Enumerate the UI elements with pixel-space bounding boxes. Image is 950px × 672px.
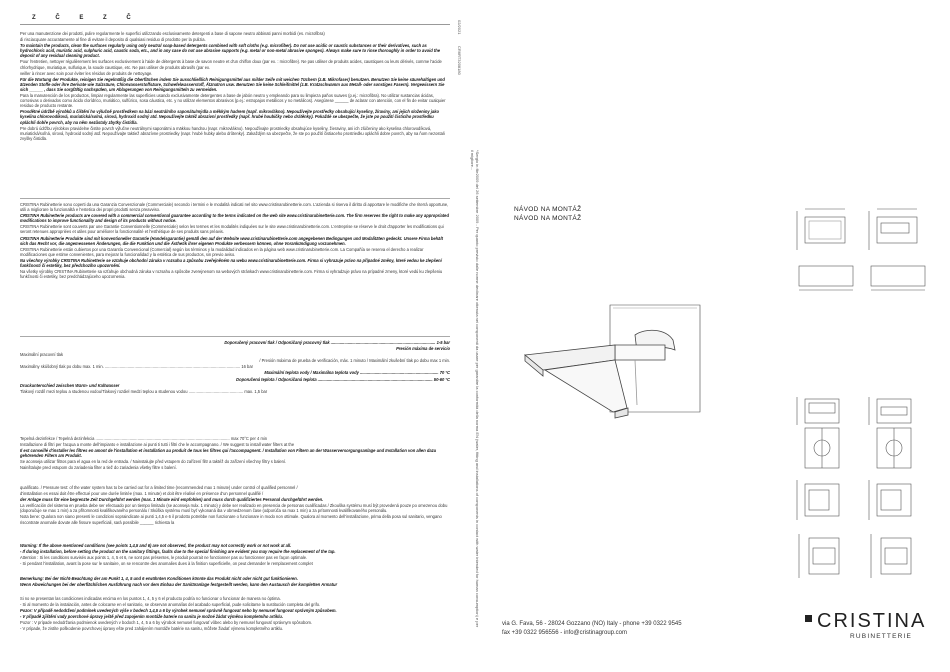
paragraph: - Si al momento de la instalación, antes de colocarse en el sanitario, se observan anomalías del acabado superficial, pude solicitarse la sustitución completa del grifo.: [20, 602, 321, 608]
language-letters: Z Č E Z Č: [32, 15, 140, 21]
paragraph: Pour l'entretien, nettoyer régulièrement les surfaces exclusivement à l'aide de détergents à base de savon neutre et d'un chiffon doux (par ex. : microfibre). Ne pas utiliser de produits acides, caustiques ou leurs dérivés, comme l'acide chlorhydrique, muriatique, sulfurique, la soude caustique, etc. Ne pas utiliser de produits abrasifs (par ex.: [20, 59, 442, 70]
paragraph: Presión máxima de servicio: [396, 346, 450, 352]
paragraph: - V případě zjištění vady povrchové úpravy ještě před zapojením montáže baterie na sanitu je možné žádat výměnu kompletního artiklu.: [20, 614, 283, 620]
side-part-code: CR6RT3208180: [457, 46, 462, 75]
paragraph: Il est conseillé d'installer les filtres en amont de l'installation et installation au produit de tous les filtres qui l'accompagnent. / Installation von Filtern an der Wasserversorgungsanlage und Installation von allen dazu gehörenden Filtern am Produkt.: [20, 448, 437, 459]
paragraph: Na všetky výrobky CRISTINA Rubinetterie sa vzťahuje obchodná záruka v rozsahu a spôsobe zverejnenom na webových stránkach www.cristinarubinetterie.com. Firma si vyhradzuje právo na prípadné zmeny, ktoré vedú ku zlepšeniu funkčnosti či estetiky, bez predchádzajúceho upozornenia.: [20, 269, 443, 280]
paragraph: Für die Wartung der Produkte, reinigen Sie regelmäßig die Oberflächen indem Sie ausschließlich Reinigungsmittel aus milder Seife mit weichen Tüchern (z.B. Mikrofaser) benutzen. Benutzen Sie keine säurehaltigen und ätzenden Stoffe oder ihre Derivate wie Salzsäure, Chlorwasserstoffsäure, Schwefelwasserstoff, Ätznatron usw. Benutzen Sie keine Schleifmittel (z.B. Kratzschwamm aus Metall- oder sonstiges Fasern). Vergewissern Sie sich ______ , dass Sie sorgfältig nachspülen, um Ablagerungen von Reinigungsmitteln zu vermeiden.: [20, 76, 445, 92]
side-note: *Sergio in file2009 del 26 settembre 2009 - Per quanto previsto dalle norme declinare ottenuta nei componenti da usare per garantire la conformità della norma EN (water, fitting and installations of components in contact with water intended for human consumption) e per il migliore...: [470, 150, 480, 628]
brand-logo: CRISTINA: [817, 610, 927, 632]
warning-notes-de: [20, 576, 450, 588]
paragraph: To maintain the products, clean the surfaces regularly using only neutral soap-based detergents combined with soft cloths (e.g. microfiber). Do not use acidic or caustic substances or their derivatives, such as hydrochloric acid, muriatic acid, sulphuric acid, caustic soda, etc., and in any case do not use abrasive supports (e.g. metal or non-metal abrasive sponges). Always make sure to rinse thoroughly in order to avoid the deposit of any residual cleaning product.: [20, 43, 441, 59]
paragraph: Para la manutención de los productos, limpiar regularmente las superficies usando exclusivamente detergentes a base de jabón neutro y empleando para su limpieza paños suaves (p.ej.: microfibra). No utilizar sustancias ácidas, corrosivas o derivados como ácido clorídrico, muriático, sulfúrico, sosa cáustica, etc. y no utilizar elementos abrasivos (p.ej.: estropajos metálicos y no metálicos). Asegúrese ______ de aclarar con atención, con el fin de evitar cualquier residuo de producto restante.: [20, 93, 446, 109]
paragraph: Maximálny skúšobný tlak po dobu max. 1 min. ....................................................................................................................... 16 bar: [20, 364, 253, 370]
paragraph: Prosdětné údržbě výrobků a čištění ho výlučně prostředkem na bázi neutrálního saponátu/mýdla a měkkým hadrem (např. mikrovlákno). Nepoužívejte prostředky obsahující kyseliny, žíraviny, ani jejich složeniny jako kyselina chlorovodíková, muriatická/solná, sírová, hydroxid sodný atd. Nepoužívejte taktéž abrazivní prostředky (např. hrubé houbičky nebo drátěnky). Pokaždé se ubezpečte, že jste po použití čisticího prostředku opláchli dobře povrch, aby na něm nezůstaly zbytky čistidla.: [20, 109, 439, 125]
warranty-text: [20, 202, 450, 280]
paragraph: Pozor : V prípade nedodržania podmienok uvedených v bodoch 1, 4, 5 a 6 by výrobok nemusel fungovať vôbec alebo by nemusel fungovať správnym spôsobom.: [20, 620, 313, 626]
paragraph: di risciacquare accuratamente al fine di evitare il deposito di qualsiasi residuo di prodotto per la pulizia.: [20, 37, 206, 43]
paragraph: Na všechny výrobky CRISTINA Rubinetterie se vztahuje obchodní záruka v rozsahu a způsobu zveřejněném na webu www.cristinarubinetterie.com. Firma si vyhrazuje právo na případné změny, které vedou ke zlepšení funkčnosti či estetiky, bez předchozího upozornění.: [20, 257, 442, 269]
title-cz: NÁVOD NA MONTÁŽ: [514, 206, 582, 213]
brand-subtitle: RUBINETTERIE: [850, 633, 913, 640]
footer-fax: fax +39 0322 956556 - info@cristinagroup.com: [502, 630, 628, 636]
paragraph: der Anlage muss für eine begrenzte Zeit Durchgeführt werden (max. 1 Minute wird empfohlen) und muss durch qualifiziertes Personal durchgeführt werden.: [20, 497, 324, 503]
paragraph: Installazione di filtri per l'acqua a monte dell'impianto e installazione ai punti ti tutti i filtri che le accompagnano. / We suggest to install water filters at the: [20, 442, 295, 448]
paragraph: CRISTINA Rubinetterie están cubiertos por una Garantía Convencional (Comercial) según los términos y la modalidad indicados en la página web www.cristinarubinetterie.com. La Compañía se reserva el derecho a realizar modificaciones que estime convenientes, para mejorar la funcionalidad y la estética de sus productos, sin previo aviso.: [20, 246, 424, 257]
brand-mark-icon: [805, 615, 812, 622]
paragraph: CRISTINA Rubinetterie sont couverts par une Garantie Conventionnelle (Commerciale) selon les termes et les modalités indiquées sur le site www.cristinarubinetterie.com. L'entreprise se réserve le droit d'apporter les modifications qui seront retenues appropriées et utiles pour améliorer la fonctionnalité et l'esthétique de ses produits sans préavis.: [20, 224, 444, 235]
technical-specs: [20, 340, 450, 395]
paragraph: CRISTINA Rubinetterie Produkte sind mit konventioneller Garantie (Handelsgarantie) gemäß den auf der Website www.cristinarubinetterie.com angegebenen Bedingungen und Modalitäten gedeckt. Unsere Firma behält sich das Recht vor, die angemessenen Änderungen, die die Funktion und die Ästhetik ihrer eigenen Produkte verbessern können, ohne Vorankündigung vorzunehmen.: [20, 235, 443, 246]
divider: [20, 336, 450, 337]
title-sk: NÁVOD NA MONTÁŽ: [514, 215, 582, 222]
warning-notes-es-cz-sk: [20, 596, 450, 633]
paragraph: Bemerkung: Bei der Nicht-Beachtung der am Punkt 1, 4, 5 und 6 erwähnten Konditionen könnte das Produkt nicht oder nicht gut funktionieren.: [20, 576, 298, 581]
paragraph: qualificato. / Pressure test: of the water system has to be carried out for a limited time (recommended max 1 minute) under control of qualified personnel /: [20, 485, 298, 490]
faucet-drawing: [515, 300, 705, 450]
paragraph: - Si pendant l'installation, avant la pose sur le sanitaire, on se rencontre des anomalies dues à la finition superficielle, on peut demander le remplacement complet: [20, 561, 313, 567]
paragraph: Si no se presentan las condiciones indicadas encima en los puntos 1, 4, 5 y 6 el producto podría no funcionar o funcionar de manera no óptima.: [20, 596, 281, 601]
tech-drawing-elevation: [795, 260, 935, 310]
paragraph: Wenn Abweichungen bei der oberflächlichen Ausführung nach vor dem Einbau der Sanitäranlage festgestellt werden, kann den Austausch der kompletten Armatur: [20, 582, 338, 588]
paragraph: veiller à rincer avec soin pour éviter les résidus de produits de nettoyage.: [20, 70, 153, 76]
paragraph: Per una manutenzione dei prodotti, pulire regolarmente le superfici utilizzando esclusivamente detergenti a base di sapone neutro abbinati panni morbidi (es. microfibra): [20, 31, 325, 36]
paragraph: / Presión máxima de prueba de verificación, máx. 1 minuto / Maximální zkušební tlak po dobu max 1 min.: [259, 358, 450, 364]
paragraph: Warning: If the above mentioned conditions (see points 1,4,5 and 6) are not observed, the product may not correctly work or not work at all.: [20, 543, 292, 548]
cleaning-instructions: [20, 31, 450, 142]
paragraph: Se aconseja utilizar filtros para el agua en la red de entrada. / Nainstalujte před vstupem do zařízení filtr a taktéž do zařízení všechny filtry s balení.: [20, 459, 287, 465]
paragraph: Nota bene: Qualora non siano presenti le condizioni sopraindicate ai punti 1,4,5 e 6 il prodotto potrebbe non funzionare o funzionare in modo non ottimale. Qualora al momento dell'installazione, prima della posa sul sanitario, vengano riscontrate anomalie dovute alle fissure superficiali, sarà possibile ______ richiesta la: [20, 514, 442, 525]
paragraph: Druckunterschied zwischen Warm- und Kaltwasser: [20, 382, 120, 388]
side-date: 02/2021: [457, 20, 462, 35]
tech-drawing-section: [795, 420, 935, 530]
paragraph: Tlakový rozdíl mezi teplou a studenou vodou/Tlakový rozdiel medzi teplou a studenou vodou ................................................ max. 1,5 bar: [20, 388, 268, 394]
paragraph: Doporučená teplota / Odporúčaná teplota ..................................................................................................... 50-60 °C: [236, 376, 450, 382]
paragraph: CRISTINA Rubinetterie products are covered with a commercial conventional guarantee according to the terms indicated on the web site www.cristinarubinetterie.com. The firm reserves the right to make any appropriated modifications to improve functionality and design of its products without notice.: [20, 213, 449, 224]
paragraph: - If during installation, before setting the product on the sanitary fittings, faults due to the special finishing are evident you may require the replacement of the tap.: [20, 549, 336, 555]
pressure-test-notes: [20, 485, 450, 526]
warning-notes: [20, 543, 450, 567]
paragraph: Maximální pracovní tlak: [20, 352, 64, 358]
paragraph: d'installation es essai doit être effectué pour une durée limitée (max. 1 minute) et doit être réalisé en présence d'un personnel qualifié /: [20, 491, 264, 497]
paragraph: Nainštalujte pred vstupom do zariadenia filter a tiež do zariadenia všetky filtre s balení.: [20, 465, 177, 471]
paragraph: Attention : Si les conditions susvisés aux points 1, 4, 5 et 6, ne sont pas présentes, le produit pourrait ne fonctionner pas ou fonctionner pas en façon optimale.: [20, 555, 308, 561]
footer-address: via G. Fava, 56 - 28024 Gozzano (NO) Italy - phone +39 0322 9545: [502, 621, 682, 627]
language-header: [20, 14, 450, 25]
paragraph: La verificación del sistema en prueba debe ser efectuado por un tiempo limitado (se aconseja máx. 1 minuto) y debe ser realizado en presencia de personas cualificadas / Zkouška systému musí být provedená pouze po omezenou dobu (doporučuje se max 1 min) a za přítomnosti kvalifikovaného personálu / Skúška systému musí byť vykonaná iba v obmedzenom čase (odporúča sa max 1 min) a za prítomnosti kvalifikovaného personálu.: [20, 503, 448, 514]
tech-drawing-bottom: [795, 530, 935, 590]
paragraph: Pozor: V případě nedodržení podmínek uvedených výše v bodech 1,4,5 a 6 by výrobek nemusel správně fungovat nebo by nemusel fungovat správným způsobem.: [20, 608, 337, 614]
paragraph: Doporučený pracovní tlak / Odporúčaný pracovný tlak ............................................................................................ 1-5 bar: [224, 340, 450, 345]
paragraph: Maximální teplota vody / Maximálna teplota vody ..................................................................... 70 °C: [264, 370, 450, 376]
paragraph: Tepelná dezinfekce / Tepelná dezinfekcia ...................................................................................................................... max 70°C per 4 min: [20, 436, 268, 441]
divider: [20, 198, 450, 199]
paragraph: Pre dobrú údržbu výrobkov pravidelne čistite povrch výlučne neutrálnymi saponátmi a mäkkou handrou (napr. mikrovlákno). Nepoužívajte prostriedky obsahujúce kyseliny, žieraviny, ani ich zlúčeniny ako kyselina chlorovodíková, muriatická/soľná, sírová, hydroxid sodný atď. Nepoužívajte taktiež abrazívne prostriedky (napr. hrubé hubky alebo drôtenky). Zakaždým sa ubezpečte, že ste po použití čistiaceho prostriedku opláchli dobre povrch, aby na ňom nezostali zvyšky čistidla.: [20, 125, 445, 141]
paragraph: CRISTINA Rubinetterie sono coperti da una Garanzia Convenzionale (Commerciale) secondo i termini e le modalità indicati nel sito www.cristinarubinetterie.com. L'azienda si riserva il diritto di apportare le modifiche che riterrà opportune, utili a migliorare la funzionalità e l'estetica dei propri prodotti senza preavviso.: [20, 202, 449, 213]
filter-instructions: [20, 436, 450, 472]
paragraph: - V prípade, že zistíte poškodenie povrchovej úpravy ešte pred zahájením montáže batérie na sanitu, môžete žiadať výmenu kompletného artiklu.: [20, 626, 283, 632]
